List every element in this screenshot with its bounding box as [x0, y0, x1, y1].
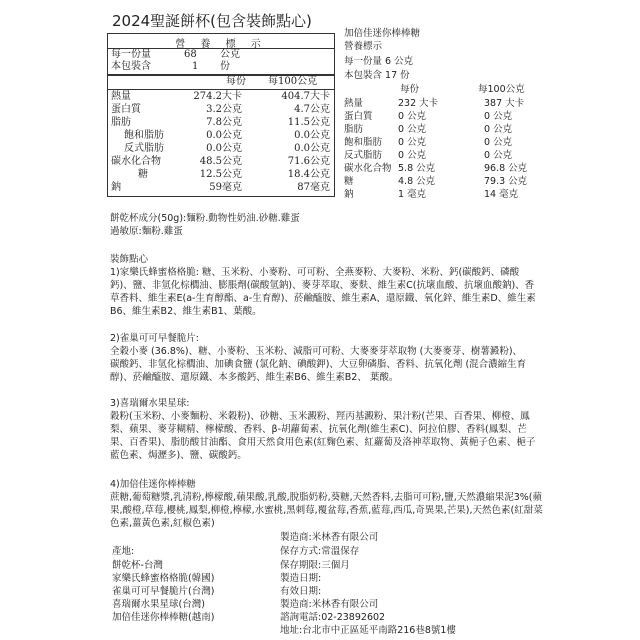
- candy-row-v2: 0 公克: [484, 150, 513, 161]
- candy-col-per-serving: 每份: [400, 84, 420, 95]
- paragraph-line: B6、維生素B2、維生素B1、葉酸。: [110, 306, 262, 317]
- row-name: 蛋白質: [111, 104, 141, 115]
- row-v2: 87毫克: [297, 182, 330, 193]
- candy-row-v1: 0 公克: [398, 111, 427, 122]
- paragraph-line: 1)家樂氏蜂蜜格格脆: 糖、玉米粉、小麥粉、可可粉、全燕麥粉、大麥粉、米粉、鈣(碳酸鈣、磷酸: [110, 267, 520, 278]
- row-name: 飽和脂肪: [124, 130, 164, 141]
- decoration-item-3: [110, 397, 535, 462]
- paragraph-line: 醇)、菸鹼醯胺、還原鐵、本多酸鈣、維生素B6、維生素B2、 葉酸。: [110, 372, 399, 383]
- candy-row-v1: 5.8 公克: [398, 163, 436, 174]
- maker-top: 製造商:米林香有限公司: [280, 532, 379, 543]
- col-per-100: 每100公克: [268, 76, 318, 87]
- row-v1: 59毫克: [209, 182, 242, 193]
- row-v1: 3.2公克: [206, 104, 242, 115]
- origin-item: 喜瑞爾水果星球(台灣): [112, 599, 205, 610]
- shelf-life: 保存期限:三個月: [280, 560, 350, 571]
- row-name: 脂肪: [111, 117, 131, 128]
- pack-label: 本包裝含: [111, 61, 151, 72]
- expiry-date: 有效日期:: [280, 586, 322, 597]
- paragraph-line: 蔗糖,葡萄糖漿,乳清粉,檸檬酸,蘋果酸,乳酸,脫脂奶粉,葵糖,天然香料,去脂可可粉,鹽,天然濃縮果泥3%(蘋: [110, 492, 542, 503]
- decoration-heading-text: 裝飾點心: [110, 254, 149, 265]
- origin-item: 餅乾杯-台灣: [112, 560, 163, 571]
- origin-item: 家樂氏蜂蜜格格脆(韓國): [112, 573, 215, 584]
- candy-row-v2: 14 毫克: [484, 189, 519, 200]
- row-v2: 11.5公克: [287, 117, 330, 128]
- candy-row-v2: 96.8 公克: [484, 163, 528, 174]
- row-v2: 404.7大卡: [281, 91, 330, 102]
- pack-value: 1: [192, 61, 199, 72]
- candy-row-name: 蛋白質: [344, 111, 373, 122]
- cup-ingredients: 餅乾杯成分(50g):麵粉.動物性奶油.砂糖.雞蛋: [110, 213, 300, 224]
- maker: 製造商:米林香有限公司: [280, 599, 379, 610]
- paragraph-line: 4)加倍佳迷你棒棒糖: [110, 479, 196, 490]
- row-name: 碳水化合物: [111, 156, 161, 167]
- storage-method: 保存方式:常溫保存: [280, 546, 360, 557]
- row-v1: 0.0公克: [206, 143, 242, 154]
- row-v1: 0.0公克: [206, 130, 242, 141]
- candy-row-v1: 4.8 公克: [398, 176, 436, 187]
- paragraph-line: 色素,薑黃色素,紅椒色素): [110, 518, 215, 529]
- ingredients: [110, 212, 300, 238]
- candy-row-name: 熱量: [344, 98, 364, 109]
- col-per-serving: 每份: [226, 76, 246, 87]
- candy-row-name: 脂肪: [344, 124, 364, 135]
- allergen-info: 過敏原:麵粉.雞蛋: [110, 226, 183, 237]
- row-name: 反式脂肪: [124, 143, 164, 154]
- decoration-item-2: [110, 332, 526, 384]
- paragraph-line: 2)雀巢可可早餐脆片:: [110, 333, 199, 344]
- paragraph-line: 穀粉(玉米粉、小麥麵粉、米穀粉)、砂糖、玉米澱粉、羥丙基澱粉、果汁粉(芒果、百香果、柳橙、鳳: [110, 411, 530, 422]
- page-title: 2024聖誕餅杯(包含裝飾點心): [112, 12, 312, 30]
- candy-row-v1: 232 大卡: [398, 98, 439, 109]
- candy-row-v2: 0 公克: [484, 111, 513, 122]
- serving-value: 68: [184, 49, 197, 60]
- paragraph-line: 梨、蘋果、麥芽糊精、檸檬酸、香料、β-胡蘿蔔素、抗氧化劑(維生素C)、阿拉伯膠、香料(鳳梨、芒: [110, 424, 527, 435]
- candy-product-name: 加倍佳迷你棒棒糖: [344, 28, 421, 39]
- paragraph-line: 碳酸鈣、非氫化棕櫚油、加碘食鹽 (氯化鈉、碘酸鉀)、大豆卵磷脂、香料、抗氧化劑 (混合濃縮生育: [110, 359, 527, 370]
- row-v2: 0.0公克: [294, 143, 330, 154]
- pack-unit: 份: [220, 61, 230, 72]
- nutrition-table: [107, 33, 335, 197]
- row-name: 熱量: [111, 91, 131, 102]
- candy-col-per-100: 每100公克: [478, 84, 525, 95]
- candy-row-v2: 0 公克: [484, 124, 513, 135]
- candy-row-v2: 387 大卡: [484, 98, 525, 109]
- candy-row-v2: 79.3 公克: [484, 176, 528, 187]
- paragraph-line: 藍色素、焗瀝多)、鹽、碳酸鈣。: [110, 450, 247, 461]
- decoration-item-1: [110, 266, 536, 318]
- phone: 諮詢電話:02-23892602: [280, 612, 386, 623]
- row-name: 糖: [138, 169, 148, 180]
- paragraph-line: 全穀小麥 (36.8%)、糖、小麥粉、玉米粉、減脂可可粉、大麥麥芽萃取物 (大麥麥芽、樹薯澱粉)、: [110, 346, 523, 357]
- row-v2: 18.4公克: [287, 169, 330, 180]
- candy-row-v1: 0 公克: [398, 150, 427, 161]
- paragraph-line: 果,酸橙,草莓,櫻桃,鳳梨,柳橙,檸檬,水蜜桃,黑刺莓,覆盆莓,香蕉,藍莓,西瓜,奇異果,芒果),天然色素(紅甜菜: [110, 505, 543, 516]
- origin-item: 雀巢可可早餐脆片(台灣): [112, 586, 215, 597]
- row-name: 鈉: [111, 182, 121, 193]
- candy-row-name: 碳水化合物: [344, 163, 392, 174]
- candy-pack: 本包裝含 17 份: [344, 70, 410, 81]
- candy-row-name: 糖: [344, 176, 354, 187]
- candy-row-v2: 0 公克: [484, 137, 513, 148]
- origin-label: 產地:: [112, 546, 135, 557]
- candy-serving: 每一份量 6 公克: [344, 56, 414, 67]
- candy-row-v1: 0 公克: [398, 124, 427, 135]
- origin-item: 加倍佳迷你棒棒糖(越南): [112, 612, 215, 623]
- row-v1: 274.2大卡: [193, 91, 242, 102]
- row-v1: 7.8公克: [206, 117, 242, 128]
- decoration-item-4: [110, 478, 543, 530]
- candy-row-v1: 0 公克: [398, 137, 427, 148]
- nutrition-table-header: 營 養 標 示: [175, 39, 267, 50]
- paragraph-line: 草香料、維生素E(a-生育醇酯、a-生育醇)、菸鹼醯胺、維生素A、還原鐵、氧化鋅、維生素D、維生素: [110, 293, 536, 304]
- candy-row-name: 飽和脂肪: [344, 137, 383, 148]
- paragraph-line: 3)喜瑞爾水果星球:: [110, 398, 190, 409]
- candy-nutrition-header: 營養標示: [344, 41, 383, 52]
- row-v2: 0.0公克: [294, 130, 330, 141]
- row-v2: 4.7公克: [294, 104, 330, 115]
- candy-row-name: 反式脂肪: [344, 150, 383, 161]
- row-v1: 12.5公克: [199, 169, 242, 180]
- candy-row-v1: 1 毫克: [398, 189, 427, 200]
- serving-unit: 公克: [220, 49, 240, 60]
- decoration-heading: [110, 253, 148, 266]
- paragraph-line: 果、百香果)、脂肪酸甘油酯、食用天然食用色素(紅麴色素、紅蘿蔔及洛神萃取物、黃梔子色素、梔子: [110, 437, 536, 448]
- row-v1: 48.5公克: [199, 156, 242, 167]
- made-date: 製造日期:: [280, 573, 322, 584]
- address: 地址:台北市中正區延平南路216巷8號1樓: [280, 625, 456, 636]
- paragraph-line: 鈣)、鹽、非氫化棕櫚油、膨脹劑(碳酸氫鈉)、麥芽萃取、麥麩、維生素C(抗壞血酸、抗壞血酸鈉)、香: [110, 280, 535, 291]
- row-v2: 71.6公克: [287, 156, 330, 167]
- serving-label: 每一份量: [111, 49, 151, 60]
- candy-row-name: 鈉: [344, 189, 354, 200]
